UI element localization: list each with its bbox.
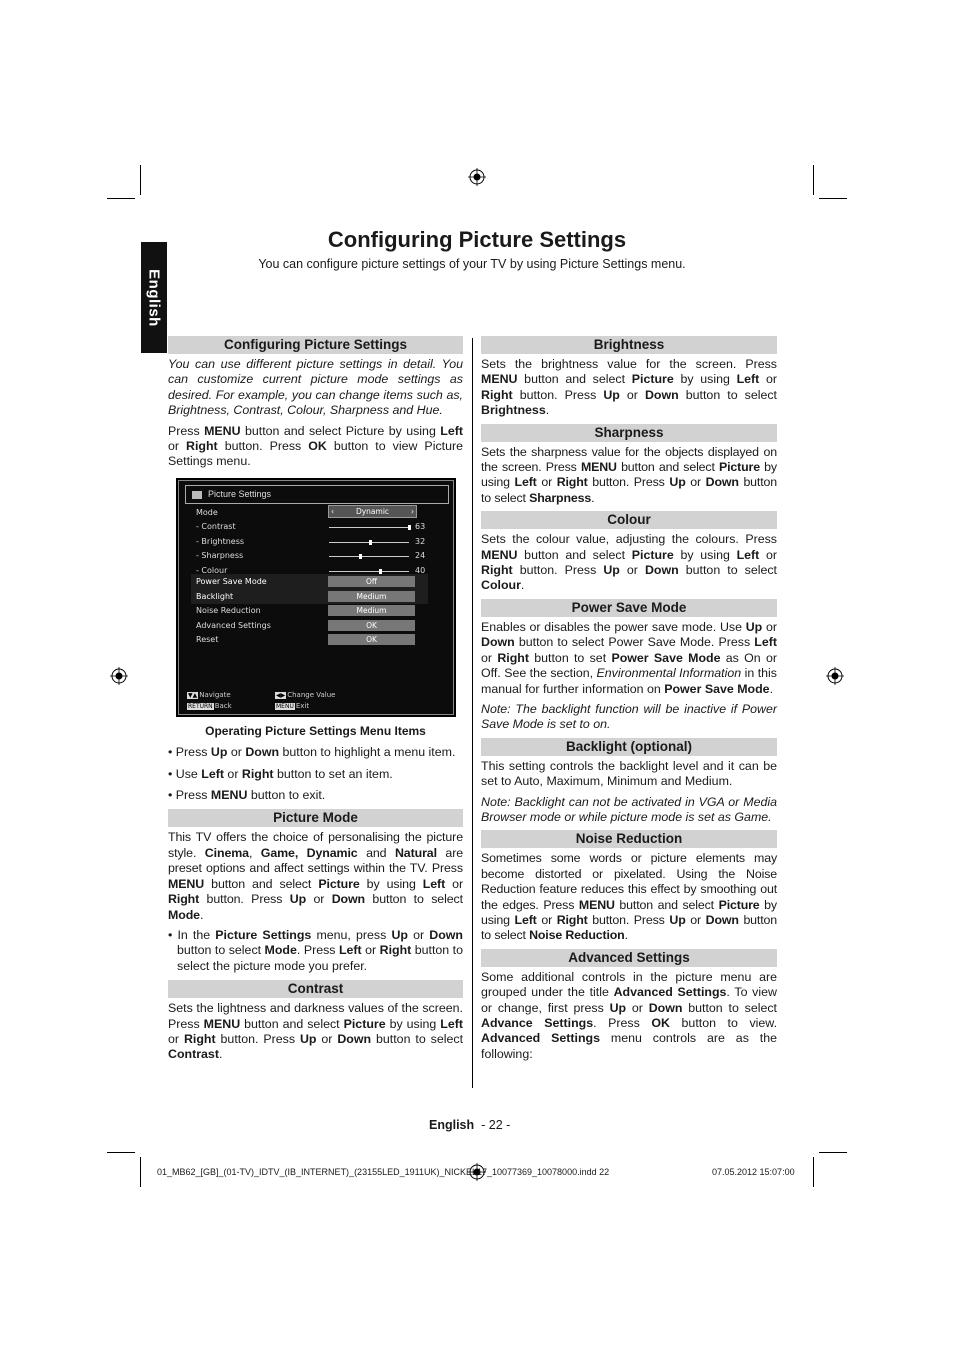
slider-knob[interactable] (379, 569, 382, 574)
section-heading: Backlight (optional) (481, 738, 777, 756)
paragraph: This setting controls the backlight level and it can be set to Auto, Maximum, Minimum and Medium. (481, 758, 777, 789)
section-heading: Brightness (481, 336, 777, 354)
menu-footer-change: ◀▶ Change Value (276, 691, 336, 699)
slider-value: 40 (415, 565, 426, 575)
mode-value: Dynamic (355, 507, 390, 516)
option-value-button[interactable]: OK (328, 620, 415, 631)
list-item: • Use Left or Right button to set an item. (168, 766, 393, 781)
registration-mark-icon (468, 168, 486, 186)
section-heading: Sharpness (481, 424, 777, 442)
list-item-text: Press MENU button to exit. (175, 788, 326, 803)
mode-selector (328, 505, 417, 518)
slider-value: 32 (415, 536, 426, 546)
section-heading: Picture Mode (168, 809, 463, 827)
slider-track[interactable] (329, 556, 409, 557)
section-heading: Power Save Mode (481, 599, 777, 617)
paragraph: Sometimes some words or picture elements may become distorted or pixelated. Using the Noise Reduction feature reduces this effect by smoothing out the edges. Press MENU button and select Picture by using Left or Right button. Press Up or Down button to select Noise Reduction. (481, 851, 777, 943)
option-value-button[interactable]: Medium (328, 605, 415, 616)
slider-track[interactable] (329, 527, 409, 528)
paragraph: Enables or disables the power save mode. Use Up or Down button to select Power Save Mode. Press Left or Right button to set Power Save Mode as On or Off. See the section, Environmental Information in this manual for further information on Power Save Mode. (481, 619, 777, 696)
option-label: Backlight (196, 591, 234, 601)
menu-title: Picture Settings (208, 489, 272, 499)
slider-knob[interactable] (359, 554, 362, 559)
section-heading: Contrast (168, 980, 463, 998)
list-item: • In the Picture Settings menu, press Up or Down button to select Mode. Press Left or Right button to select the picture mode you prefer. (168, 927, 463, 973)
file-date: 07.05.2012 15:07:00 (712, 1167, 795, 1177)
right-column (481, 336, 777, 1067)
paragraph: Sets the lightness and darkness values of the screen. Press MENU button and select Picture by using Left or Right button. Press Up or Down button to select Contrast. (168, 1001, 464, 1062)
list-item: • Press Up or Down button to highlight a menu item. (168, 745, 456, 760)
list-item-text: Use Left or Right button to set an item. (175, 766, 393, 781)
picture-icon (192, 491, 202, 499)
picture-settings-menu-screenshot (176, 478, 456, 717)
paragraph: Press MENU button and select Picture by using Left or Right button. Press OK button to view Picture Settings menu. (168, 423, 463, 469)
paragraph: This TV offers the choice of personalising the picture style. Cinema, Game, Dynamic and Natural are preset options and affect settings within the TV. Press MENU button and select Picture by using Left or Right button. Press Up or Down button to select Mode. (168, 830, 464, 922)
file-slug: 01_MB62_[GB]_(01-TV)_IDTV_(IB_INTERNET)_(23155LED_1911UK)_NICKEL17_10077369_10078000.indd 22 (157, 1167, 610, 1177)
option-label: Advanced Settings (196, 620, 271, 630)
page-subtitle: You can configure picture settings of your TV by using Picture Settings menu. (258, 257, 686, 271)
paragraph: Sets the brightness value for the screen. Press MENU button and select Picture by using Left or Right button. Press Up or Down button to select Brightness. (481, 357, 777, 418)
page-footer (429, 1118, 510, 1132)
footer-language: English (429, 1118, 475, 1132)
page-title: Configuring Picture Settings (327, 227, 627, 252)
registration-mark-icon (826, 667, 844, 685)
up-down-arrow-icon: ▼▲ (188, 692, 198, 699)
option-label: Noise Reduction (196, 606, 261, 615)
slider-value: 24 (415, 551, 426, 560)
menu-footer-back: RETURN Back (188, 702, 232, 710)
crop-mark (813, 165, 814, 195)
section-heading: Configuring Picture Settings (168, 336, 463, 354)
return-key-icon: RETURN (188, 703, 213, 710)
section-heading: Noise Reduction (481, 830, 777, 848)
crop-mark (819, 1152, 847, 1153)
option-value-button[interactable]: Medium (328, 591, 415, 602)
list-item-text: In the Picture Settings menu, press Up or Down button to select Mode. Press Left or Right button to select the picture mode you prefer. (177, 927, 463, 973)
menu-title-bar (185, 485, 449, 504)
note: Note: The backlight function will be inactive if Power Save Mode is set to on. (481, 701, 777, 732)
slider-track[interactable] (329, 571, 409, 572)
figure-caption: Operating Picture Settings Menu Items (205, 723, 426, 738)
page-number: - 22 - (481, 1118, 511, 1132)
menu-key-icon: MENU (276, 703, 294, 710)
option-value-button[interactable]: Off (328, 576, 415, 587)
slider-knob[interactable] (369, 540, 372, 545)
slider-knob[interactable] (408, 525, 411, 530)
crop-mark (813, 1157, 814, 1187)
crop-mark (140, 1157, 141, 1187)
chevron-right-icon: › (411, 507, 414, 516)
language-tab-label: English (145, 268, 163, 327)
list-item: • Press MENU button to exit. (168, 788, 326, 803)
paragraph: Some additional controls in the picture menu are grouped under the title Advanced Settings. To view or change, first press Up or Down button to select Advance Settings. Press OK button to view. Advanced Settings menu controls are as the following: (481, 969, 778, 1061)
crop-mark (107, 198, 135, 199)
chevron-left-icon: ‹ (331, 507, 334, 516)
crop-mark (140, 165, 141, 195)
column-divider (472, 338, 473, 1088)
option-value-button[interactable]: OK (328, 634, 415, 645)
menu-footer-exit: MENU Exit (276, 702, 310, 710)
registration-mark-icon (110, 667, 128, 685)
slider-label: - Colour (196, 565, 228, 575)
section-heading: Advanced Settings (481, 949, 777, 967)
option-label: Power Save Mode (196, 577, 267, 586)
slider-label: - Contrast (196, 522, 236, 531)
note: Note: Backlight can not be activated in VGA or Media Browser mode or while picture mode is set as Game. (481, 794, 777, 824)
slider-value: 63 (415, 522, 426, 531)
menu-mode-label: Mode (196, 508, 218, 517)
paragraph: Sets the colour value, adjusting the colours. Press MENU button and select Picture by using Left or Right button. Press Up or Down button to select Colour. (481, 532, 777, 593)
section-heading: Colour (481, 511, 777, 529)
menu-footer-navigate: ▼▲ Navigate (188, 691, 231, 699)
slider-label: - Sharpness (196, 551, 244, 560)
left-right-arrow-icon: ◀▶ (276, 692, 286, 699)
crop-mark (819, 198, 847, 199)
option-label: Reset (196, 635, 219, 644)
paragraph: Sets the sharpness value for the objects displayed on the screen. Press MENU button and select Picture by using Left or Right button. Press Up or Down button to select Sharpness. (481, 444, 777, 505)
crop-mark (107, 1152, 135, 1153)
slider-label: - Brightness (196, 536, 245, 546)
list-item-text: Press Up or Down button to highlight a menu item. (175, 745, 456, 760)
intro-paragraph: You can use different picture settings in detail. You can customize current picture mode settings as desired. For example, you can change items such as, Brightness, Contrast, Colour, Sharpness and Hue. (168, 357, 463, 418)
